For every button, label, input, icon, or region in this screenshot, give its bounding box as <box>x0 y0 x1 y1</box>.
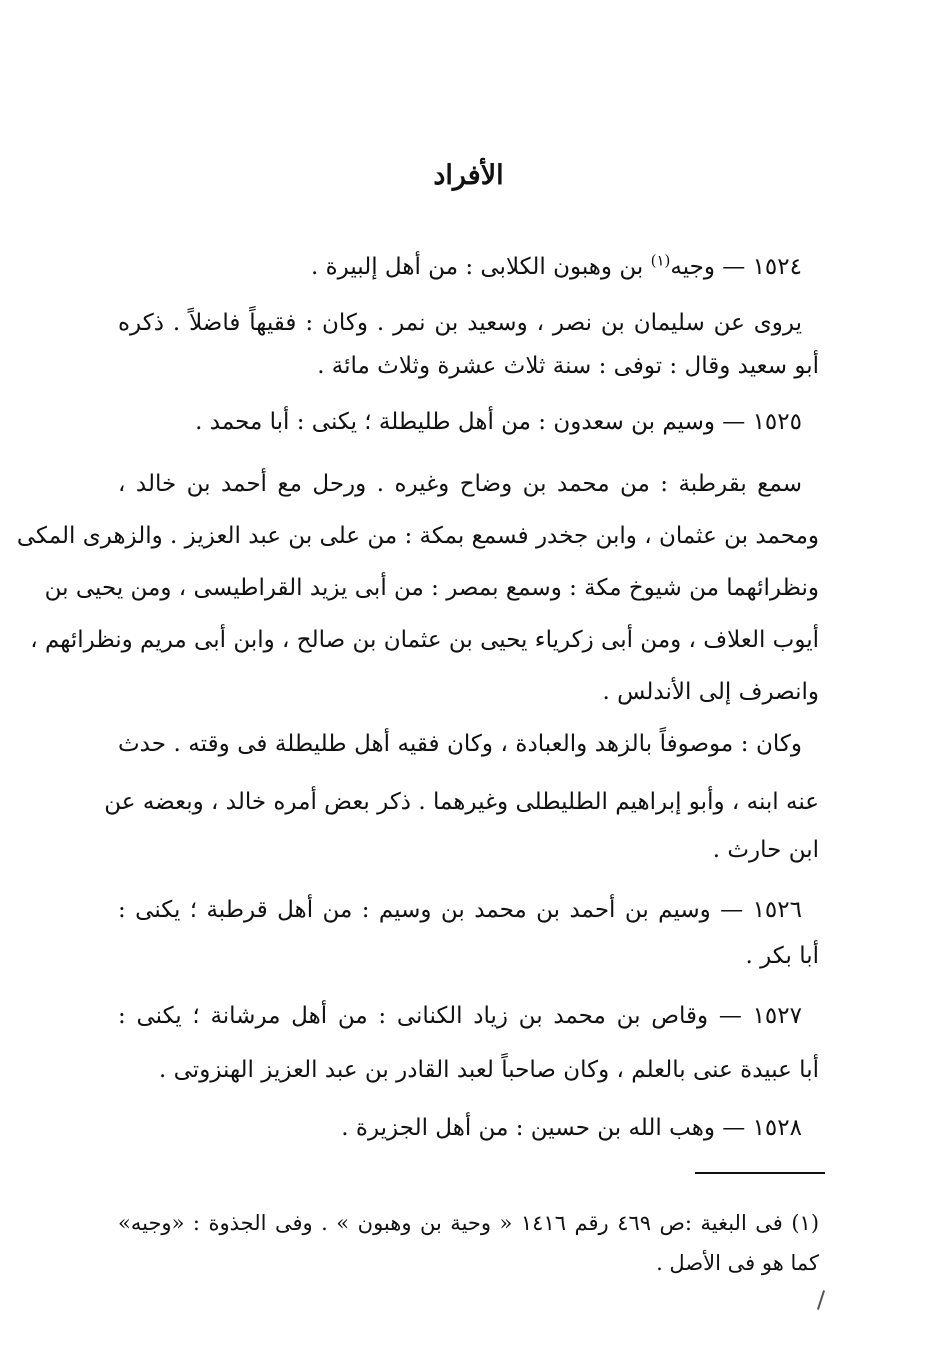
entry-body-line: ونظرائهما من شيوخ مكة : وسمع بمصر : من أبى يزيد القراطيسى ، ومن يحيى بن <box>44 575 819 601</box>
entry-title-line: ١٥٢٧ — وقاص بن محمد بن زياد الكنانى : من أهل مرشانة ؛ يكنى : <box>118 1003 802 1029</box>
scan-mark <box>817 1290 825 1310</box>
entry-body-line: أبو سعيد وقال : توفى : سنة ثلاث عشرة وثلاث مائة . <box>317 353 819 379</box>
entry-body-line: ومحمد بن عثمان ، وابن جخدر فسمع بمكة : من على بن عبد العزيز . والزهرى المكى <box>16 523 819 549</box>
entry-body-line: أبا بكر . <box>745 943 819 969</box>
entry-body-line: سمع بقرطبة : من محمد بن وضاح وغيره . ورحل مع أحمد بن خالد ، <box>118 471 802 497</box>
entry-title-line: ١٥٢٨ — وهب الله بن حسين : من أهل الجزيرة . <box>341 1115 802 1141</box>
entry-title-pre: ١٥٢٤ — وجيه <box>670 254 802 280</box>
entry-body-line: أبا عبيدة عنى بالعلم ، وكان صاحباً لعبد القادر بن عبد العزيز الهنزوتى . <box>159 1057 819 1083</box>
page-heading: الأفراد <box>433 160 504 191</box>
entry-body-line: يروى عن سليمان بن نصر ، وسعيد بن نمر . وكان : فقيهاً فاضلاً . ذكره <box>118 310 802 336</box>
entry-body-line: وكان : موصوفاً بالزهد والعبادة ، وكان فقيه أهل طليطلة فى وقته . حدث <box>118 731 802 757</box>
entry-body-line: عنه ابنه ، وأبو إبراهيم الطليطلى وغيرهما . ذكر بعض أمره خالد ، وبعضه عن <box>104 789 819 815</box>
entry-title-line <box>311 251 802 283</box>
entry-title-line: ١٥٢٦ — وسيم بن أحمد بن محمد بن وسيم : من أهل قرطبة ؛ يكنى : <box>118 897 802 923</box>
footnote-line: كما هو فى الأصل . <box>656 1251 819 1275</box>
entry-title-line: ١٥٢٥ — وسيم بن سعدون : من أهل طليطلة ؛ يكنى : أبا محمد . <box>195 409 802 435</box>
footnote-divider <box>695 1172 825 1174</box>
footnote-line: (١) فى البغية :ص ٤٦٩ رقم ١٤١٦ « وحية بن وهبون » . وفى الجذوة : «وجيه» <box>118 1211 820 1235</box>
entry-title-post: بن وهبون الكلابى : من أهل إلبيرة . <box>310 254 651 280</box>
entry-body-line: ابن حارث . <box>712 837 819 863</box>
footnote-ref[interactable]: (١) <box>650 251 671 270</box>
entry-body-line: وانصرف إلى الأندلس . <box>602 679 819 705</box>
entry-body-line: أيوب العلاف ، ومن أبى زكرياء يحيى بن عثمان بن صالح ، وابن أبى مريم ونظرائهم ، <box>30 627 819 653</box>
